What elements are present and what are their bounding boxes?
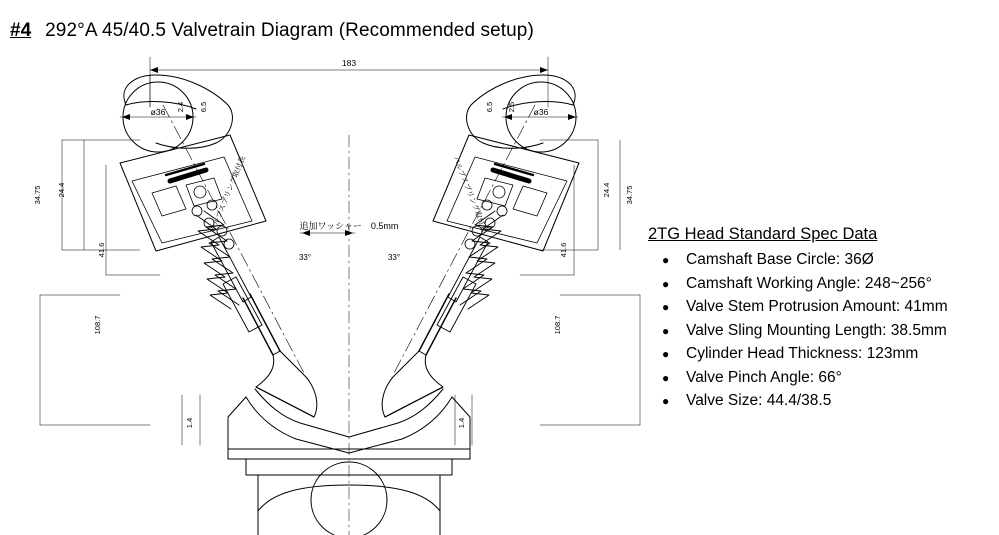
- spec-item-label: Camshaft Working Angle: 248~256°: [686, 274, 932, 292]
- list-item: [648, 296, 993, 319]
- dim-right-small-1: 6.5: [485, 101, 494, 113]
- dim-top-width: 183: [341, 58, 357, 68]
- dim-right-height-lower: 41.6: [559, 242, 568, 258]
- dim-right-outer-height: 34.75: [625, 185, 634, 205]
- bullet-icon: ●: [662, 394, 670, 408]
- spec-item-label: Camshaft Base Circle: 36Ø: [686, 251, 874, 268]
- dim-left-small-2: 6.5: [199, 101, 208, 113]
- page-title-text: 292°A 45/40.5 Valvetrain Diagram (Recommended setup): [45, 20, 534, 41]
- list-item: [648, 343, 993, 366]
- page-title: [10, 20, 534, 42]
- spec-panel-heading: 2TG Head Standard Spec Data: [648, 225, 878, 243]
- bullet-icon: ●: [662, 323, 670, 338]
- dim-left-cam-diameter: ø36: [150, 107, 166, 117]
- list-item: [648, 320, 993, 343]
- dim-right-height-upper: 24.4: [602, 182, 611, 198]
- list-item: [648, 249, 993, 272]
- dim-left-outer-height: 34.75: [33, 185, 42, 205]
- list-item: [648, 367, 993, 390]
- dim-left-small-1: 2.4: [176, 101, 185, 113]
- dim-left-height-upper: 24.4: [57, 182, 66, 198]
- spec-list: [648, 249, 993, 413]
- right-camshaft-lobe: [467, 75, 576, 152]
- left-camshaft-lobe: [123, 75, 232, 152]
- right-valve-assembly: [382, 211, 503, 417]
- dim-left-total: 108.7: [93, 315, 102, 335]
- left-valve-assembly: [196, 211, 317, 417]
- list-item: [648, 273, 993, 296]
- valvetrain-technical-drawing: [0, 45, 660, 535]
- bullet-icon: ●: [662, 300, 670, 314]
- right-cylinder-head-section: [433, 135, 579, 251]
- dim-left-bottom: 1.4: [185, 417, 194, 429]
- note-right-spring-length: バルブスプリング取付長: [450, 154, 490, 234]
- drawing-canvas: [0, 45, 660, 535]
- spec-item-label: Valve Stem Protrusion Amount: 41mm: [686, 298, 948, 315]
- bullet-icon: ●: [662, 276, 670, 291]
- spec-panel: [648, 225, 993, 414]
- dim-right-small-2: 2.5: [507, 101, 516, 113]
- note-left-spring-length: バルブスプリング取付長: [208, 154, 248, 234]
- note-additional-washer: 追加ワッシャー 0.5mm: [299, 221, 399, 231]
- spec-item-label: Valve Sling Mounting Length: 38.5mm: [686, 321, 947, 339]
- dim-right-total: 108.7: [553, 315, 562, 335]
- bullet-icon: ●: [662, 253, 670, 267]
- dim-left-height-lower: 41.6: [97, 242, 106, 258]
- angle-left-label: 33°: [298, 253, 312, 262]
- page-title-number: #4: [10, 20, 32, 41]
- list-item: [648, 390, 993, 413]
- dim-right-bottom: 1.4: [457, 417, 466, 429]
- spec-item-label: Cylinder Head Thickness: 123mm: [686, 345, 919, 362]
- angle-right-label: 33°: [387, 253, 401, 262]
- bullet-icon: ●: [662, 370, 670, 385]
- bullet-icon: ●: [662, 347, 670, 361]
- spec-item-label: Valve Pinch Angle: 66°: [686, 368, 842, 386]
- spec-item-label: Valve Size: 44.4/38.5: [686, 392, 832, 409]
- left-cylinder-head-section: [120, 135, 266, 251]
- dim-right-cam-diameter: ø36: [533, 107, 549, 117]
